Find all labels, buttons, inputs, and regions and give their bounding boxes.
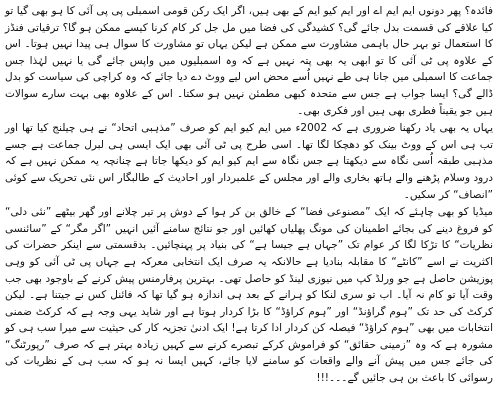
article-paragraph-1: فائدہ؟ پھر دونوں ایم ایم اے اور ایم کیو ایم کے بھی ہیں، اگر ایک رکن قومی اسمبلی پی پی آئی کا ہو بھی گیا تو کیا علاقے کی قسمت بدل جائے گی؟ کشیدگی کی فضا میں مل جل کر کام کرنا کیسے ممکن ہو گا؟ ترقیاتی فنڈز کا استعمال تو بہر حال باہمی مشاورت سے ممکن ہے لیکن یہاں تو مشاورت کا سوال ہی پیدا نہیں ہوتا۔ اس کے علاوہ پی ٹی آئی کا تو ابھی یہ بھی پتہ نہیں ہے کہ وہ اسمبلیوں میں واپس جائے گی یا نہیں لہٰذا جس جماعت کا اسمبلی میں جانا ہی طے نہیں اُسے محض اس لیے ووٹ دے دیا جائے کہ وہ کراچی کی سیاست کو بدل ڈالے گی؟ ایسا جواب ہے جس سے متحدہ کبھی مطمئن نہیں ہو سکتا۔ اس کے علاوہ بھی بہت سارے سوالات ہیں جو یقیناً فطری بھی ہیں اور فکری بھی۔ bbox=[5, 5, 493, 117]
article-paragraph-3: میڈیا کو بھی چاہئے کہ ایک ”مصنوعی فضا“ کے خالق بن کر ہوا کے دوش پر تیر چلانے اور گھر بیٹھے ”نئی دلی“ کو فروغ دینے کی بجائے اطمینان کی مونگ پھلیاں کھائیں اور جو نتائج سامنے آئیں انہیں ”اگر مگر“ کے ”سائنسی نظریات“ کا تڑکا لگا کر عوام تک ”جہاں ہے جیسا ہے“ کی بنیاد پر پہنچائیں۔ بدقسمتی سے اینکر حضرات کی اکثریت نے اسے ”کانٹے“ کا مقابلہ بنادیا ہے حالانکہ یہ صرف ایک انتخابی معرکہ ہے جہاں پی ٹی آئی کو وہی پوزیشن حاصل ہے جو ورلڈ کپ میں نیوزی لینڈ کو حاصل تھی۔ بہترین پرفارمنس پیش کرنے کے باوجود بھی جب وقت آیا تو کام نہ آیا۔ اب تو سری لنکا کو ہرانے کے بعد ہی اندازہ ہو گیا تھا کہ فائنل کس نے جیتنا ہے۔ لیکن کرکٹ کی حد تک ”ہوم گراؤنڈ“ اور ”ہوم کراؤڈ“ کا بڑا کردار ہوتا ہے اور شاید یہی وجہ ہے کہ کرکٹ ضمنی انتخابات میں بھی ”ہوم کراؤڈ“ فیصلہ کن کردار ادا کرتا ہے! ایک ادنیٰ تجزیہ کار کی حیثیت سے میرا سب ہی کو مشورہ ہے کہ وہ ”زمینی حقائق“ کو فراموش کرکے تبصرے کرنے سے کہیں زیادہ بہتر ہے کہ صرف ”رپورٹنگ“ کی جائے جس میں پیش آنے والے واقعات کو سامنے لایا جائے، کہیں ایسا نہ ہو کہ سب ہی کے نظریات کی رسوائی کا باعث بن ہی جائیں گے۔۔۔!!! bbox=[5, 206, 493, 385]
article-paragraph-2: یہاں یہ بھی یاد رکھنا ضروری ہے کہ 2002ء میں ایم کیو ایم کو صرف ”مذہبی اتحاد“ نے ہی چیلنج کیا تھا اور تب ہی اس کے ووٹ بینک کو دھچکا لگا تھا۔ اسی طرح پی ٹی آئی بھی ایک ایسی ہی لبرل جماعت ہے جسے مذہبی طبقہ اُسی نگاہ سے دیکھتا ہے جس نگاہ سے ایم کیو ایم کو دیکھا جاتا ہے چنانچہ یہ ممکن نہیں ہے کہ درود وسلام پڑھنے والے ہاتھ بخاری والے اور مجلس کے علمبردار اور احادیث کے طالبگار اس نئی تحریک سے کوئی ”انصاف“ کر سکیں۔ bbox=[5, 122, 493, 201]
